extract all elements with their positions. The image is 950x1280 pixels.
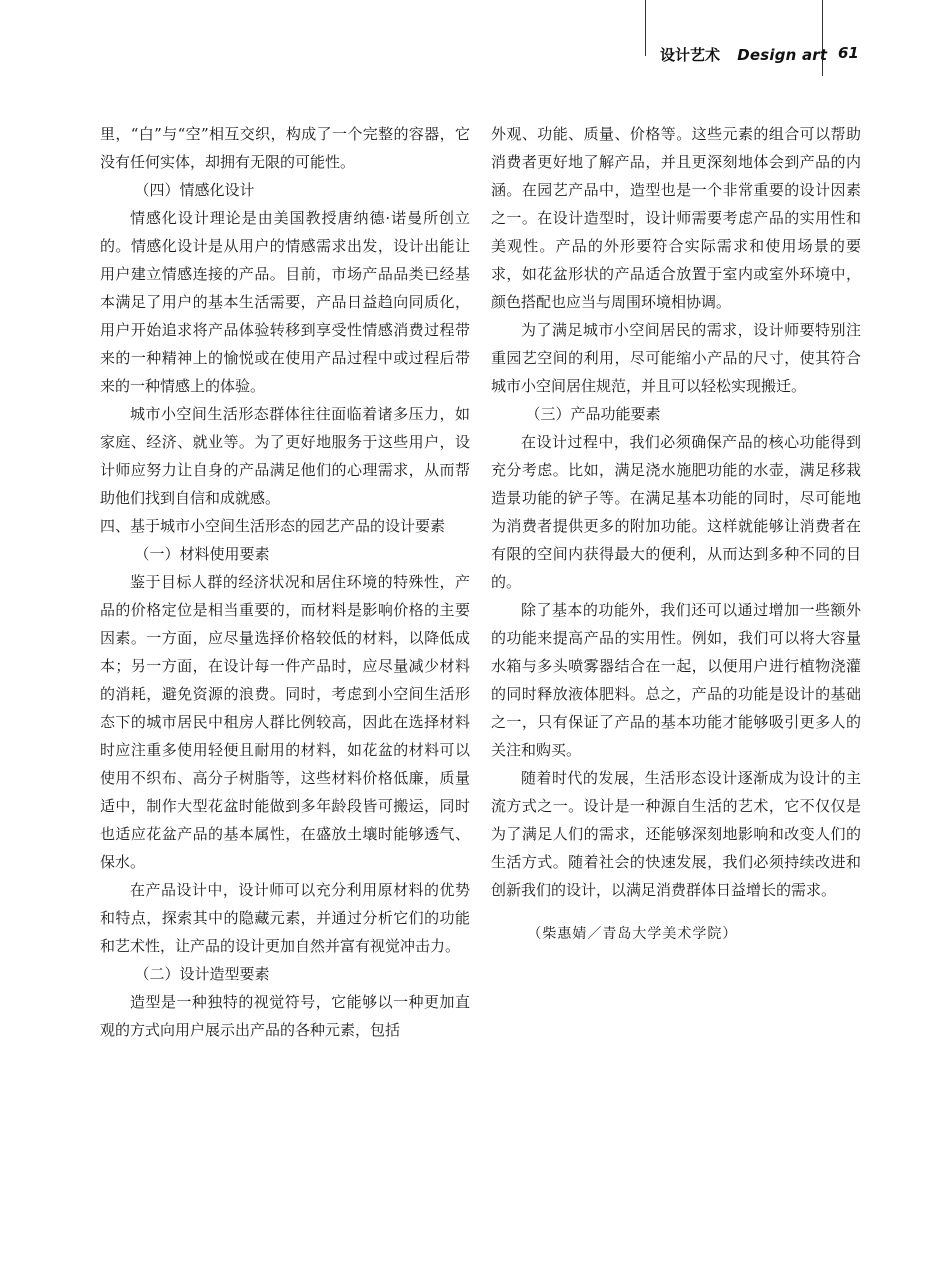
subheading-emotional-design: （四）情感化设计 <box>134 181 255 199</box>
paragraph: 情感化设计理论是由美国教授唐纳德·诺曼所创立的。情感化设计是从用户的情感需求出发，设计出能让用户建立情感连接的产品。目前，市场产品品类已经基本满足了用户的基本生活需要，产品日益趋向同质化，用户开始追求将产品体验转移到享受性情感消费过程带来的一种精神上的愉悦或在使用产品过程中或过程后带来的一种情感上的体验。 <box>100 209 470 395</box>
section-heading-design-elements: 四、基于城市小空间生活形态的园艺产品的设计要素 <box>100 517 446 535</box>
paragraph: 造型是一种独特的视觉符号，它能够以一种更加直观的方式向用户展示出产品的各种元素，包括 <box>100 993 470 1039</box>
paragraph: 城市小空间生活形态群体往往面临着诸多压力，如家庭、经济、就业等。为了更好地服务于这些用户，设计师应努力让自身的产品满足他们的心理需求，从而帮助他们找到自信和成就感。 <box>100 405 470 507</box>
section-title-en: Design art <box>737 46 828 64</box>
section-title-cn: 设计艺术 <box>660 46 721 64</box>
paragraph: 为了满足城市小空间居民的需求，设计师要特别注重园艺空间的利用，尽可能缩小产品的尺寸，使其符合城市小空间居住规范，并且可以轻松实现搬迁。 <box>491 321 861 395</box>
paragraph: 在产品设计中，设计师可以充分利用原材料的优势和特点，探索其中的隐藏元素，并通过分析它们的功能和艺术性，让产品的设计更加自然并富有视觉冲击力。 <box>100 881 470 955</box>
paragraph-continued: 外观、功能、质量、价格等。这些元素的组合可以帮助消费者更好地了解产品，并且更深刻地体会到产品的内涵。在园艺产品中，造型也是一个非常重要的设计因素之一。在设计造型时，设计师需要考虑产品的实用性和美观性。产品的外形要符合实际需求和使用场景的要求，如花盆形状的产品适合放置于室内或室外环境中，颜色搭配也应当与周围环境相协调。 <box>491 125 861 311</box>
paragraph: 除了基本的功能外，我们还可以通过增加一些额外的功能来提高产品的实用性。例如，我们可以将大容量水箱与多头喷雾器结合在一起，以便用户进行植物浇灌的同时释放液体肥料。总之，产品的功能是设计的基础之一，只有保证了产品的基本功能才能够吸引更多人的关注和购买。 <box>491 601 861 759</box>
header-rule-left <box>645 0 646 56</box>
author-affiliation: （柴惠婧／青岛大学美术学院） <box>527 926 738 942</box>
subheading-shape: （二）设计造型要素 <box>134 965 270 983</box>
header-rule-right <box>822 0 823 76</box>
subheading-material: （一）材料使用要素 <box>134 545 270 563</box>
paragraph: 鉴于目标人群的经济状况和居住环境的特殊性，产品的价格定位是相当重要的，而材料是影响价格的主要因素。一方面，应尽量选择价格较低的材料，以降低成本；另一方面，在设计每一件产品时，应尽量减少材料的消耗，避免资源的浪费。同时，考虑到小空间生活形态下的城市居民中租房人群比例较高，因此在选择材料时应注重多使用轻便且耐用的材料，如花盆的材料可以使用不织布、高分子树脂等，这些材料价格低廉，质量适中，制作大型花盆时能做到多年龄段皆可搬运，同时也适应花盆产品的基本属性，在盛放土壤时能够透气、保水。 <box>100 573 470 871</box>
paragraph-continued: 里，“白”与“空”相互交织，构成了一个完整的容器，它没有任何实体，却拥有无限的可能性。 <box>100 125 470 171</box>
paragraph: 在设计过程中，我们必须确保产品的核心功能得到充分考虑。比如，满足浇水施肥功能的水壶，满足移栽造景功能的铲子等。在满足基本功能的同时，尽可能地为消费者提供更多的附加功能。这样就能够让消费者在有限的空间内获得最大的便利，从而达到多种不同的目的。 <box>491 433 861 591</box>
page-number: 61 <box>838 44 859 62</box>
left-column <box>100 120 470 1044</box>
subheading-function: （三）产品功能要素 <box>525 405 661 423</box>
right-column <box>491 120 861 948</box>
paragraph: 随着时代的发展，生活形态设计逐渐成为设计的主流方式之一。设计是一种源自生活的艺术，它不仅仅是为了满足人们的需求，还能够深刻地影响和改变人们的生活方式。随着社会的快速发展，我们必须持续改进和创新我们的设计，以满足消费群体日益增长的需求。 <box>491 769 861 899</box>
running-header <box>660 44 828 68</box>
